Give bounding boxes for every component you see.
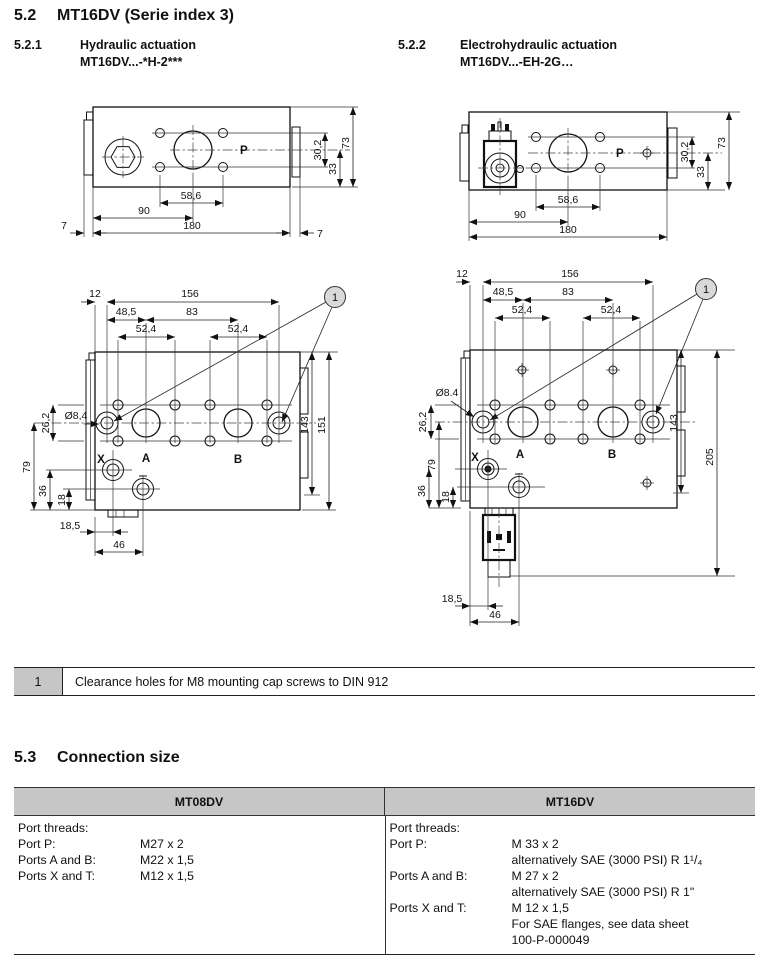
svg-text:58,6: 58,6 — [180, 190, 202, 202]
valve-body-outline — [460, 112, 677, 190]
mt08dv-column — [14, 816, 385, 954]
drawing-hydraulic-top-view — [40, 95, 360, 245]
callout-1 — [114, 287, 346, 423]
row-value: 100-P-000049 — [511, 933, 590, 947]
footnote-text: Clearance holes for M8 mounting cap screws to DIN 912 — [75, 674, 389, 689]
mt08dv-intro: Port threads: — [18, 821, 89, 835]
svg-text:12: 12 — [89, 288, 101, 300]
mt16dv-column — [385, 816, 756, 954]
drawing-electro-top-view — [440, 95, 760, 245]
svg-text:Ø8.4: Ø8.4 — [435, 387, 459, 399]
svg-text:36: 36 — [416, 485, 428, 497]
svg-text:33: 33 — [327, 163, 339, 175]
svg-text:73: 73 — [340, 137, 352, 149]
svg-text:18,5: 18,5 — [59, 520, 81, 532]
section-521-line1: Hydraulic actuation — [80, 38, 196, 52]
svg-text:205: 205 — [704, 448, 716, 466]
row-label: Port P: — [389, 837, 428, 851]
svg-text:73: 73 — [716, 137, 728, 149]
dimension-lines — [30, 302, 336, 556]
svg-text:52,4: 52,4 — [227, 323, 249, 335]
row-value: M12 x 1,5 — [140, 869, 194, 883]
svg-text:Ø8,4: Ø8,4 — [64, 410, 88, 422]
svg-text:52,4: 52,4 — [600, 304, 622, 316]
row-label: Port P: — [18, 837, 56, 851]
table-header-row — [14, 787, 755, 816]
connection-size-table — [14, 787, 755, 955]
table-row — [18, 868, 379, 884]
row-value: alternatively SAE (3000 PSI) R 1¹/₄ — [511, 853, 703, 867]
section-53-number: 5.3 — [14, 749, 37, 766]
solenoid — [483, 508, 735, 587]
row-value: M22 x 1,5 — [140, 853, 194, 867]
section-53-title: Connection size — [57, 749, 180, 766]
svg-text:48,5: 48,5 — [492, 286, 514, 298]
drawing-hydraulic-front-view — [20, 275, 355, 565]
svg-text:12: 12 — [456, 268, 468, 280]
svg-text:30,2: 30,2 — [312, 139, 324, 161]
footnote-row — [14, 667, 755, 696]
solenoid — [478, 118, 528, 195]
table-header-mt08dv: MT08DV — [174, 794, 224, 809]
row-value: M27 x 2 — [140, 837, 184, 851]
svg-text:83: 83 — [186, 306, 198, 318]
table-row — [390, 836, 750, 868]
row-label: Ports A and B: — [389, 869, 468, 883]
svg-text:30,2: 30,2 — [679, 141, 691, 163]
svg-text:A: A — [515, 449, 525, 461]
callout-number: 1 — [702, 284, 710, 296]
svg-text:B: B — [607, 449, 617, 461]
drawing-electro-front-view — [415, 265, 765, 640]
svg-text:26,2: 26,2 — [417, 411, 429, 433]
ports — [435, 363, 695, 498]
section-522-line1: Electrohydraulic actuation — [460, 38, 617, 52]
callout-number: 1 — [331, 292, 339, 304]
svg-text:46: 46 — [113, 539, 125, 551]
dimension-labels — [21, 288, 328, 551]
svg-text:36: 36 — [37, 485, 49, 497]
svg-text:90: 90 — [514, 209, 526, 221]
table-body — [14, 816, 755, 955]
svg-text:79: 79 — [21, 461, 33, 473]
port-p-pattern — [528, 128, 722, 178]
svg-text:156: 156 — [181, 288, 199, 300]
svg-text:18,5: 18,5 — [441, 593, 463, 605]
svg-text:156: 156 — [561, 268, 579, 280]
svg-text:18: 18 — [56, 494, 68, 506]
port-p-label: P — [240, 145, 248, 157]
section-521-title — [80, 37, 196, 71]
svg-text:18: 18 — [440, 491, 452, 503]
mt16dv-intro: Port threads: — [389, 821, 460, 835]
svg-text:58,6: 58,6 — [557, 194, 579, 206]
dimension-labels — [61, 137, 352, 240]
section-522-line2: MT16DV...-EH-2G… — [460, 55, 574, 69]
svg-text:48,5: 48,5 — [115, 306, 137, 318]
svg-text:180: 180 — [559, 224, 577, 236]
svg-text:180: 180 — [183, 220, 201, 232]
table-row — [18, 852, 379, 868]
svg-text:7: 7 — [317, 228, 323, 240]
page-title-number: 5.2 — [14, 7, 37, 24]
svg-text:143: 143 — [668, 414, 680, 432]
section-522-number: 5.2.2 — [398, 38, 426, 52]
svg-text:X: X — [471, 452, 479, 464]
svg-text:151: 151 — [316, 416, 328, 434]
row-label: Ports X and T: — [389, 901, 467, 915]
footnote-number: 1 — [14, 668, 63, 695]
hex-plug — [102, 136, 144, 178]
svg-text:90: 90 — [138, 205, 150, 217]
svg-text:46: 46 — [489, 609, 501, 621]
row-label: Ports A and B: — [18, 853, 96, 867]
svg-text:52,4: 52,4 — [135, 323, 157, 335]
svg-text:X: X — [97, 454, 105, 466]
section-521-line2: MT16DV...-*H-2*** — [80, 55, 183, 69]
svg-text:52,4: 52,4 — [511, 304, 533, 316]
svg-text:B: B — [233, 454, 243, 466]
row-label: Ports X and T: — [18, 869, 96, 883]
port-labels — [97, 453, 242, 466]
table-header-mt16dv: MT16DV — [384, 788, 755, 815]
port-labels — [471, 449, 616, 464]
table-row — [18, 836, 379, 852]
svg-text:33: 33 — [695, 166, 707, 178]
row-value: M 12 x 1,5 — [511, 901, 569, 915]
row-value: M 33 x 2 — [511, 837, 559, 851]
table-row — [390, 868, 750, 900]
svg-text:26,2: 26,2 — [40, 412, 52, 434]
section-522-title — [460, 37, 617, 71]
page-title: MT16DV (Serie index 3) — [57, 7, 234, 24]
svg-text:A: A — [141, 453, 151, 465]
svg-text:83: 83 — [562, 286, 574, 298]
valve-body-outline — [461, 350, 735, 508]
svg-text:7: 7 — [61, 220, 67, 232]
row-value: alternatively SAE (3000 PSI) R 1" — [511, 885, 695, 899]
row-value: For SAE flanges, see data sheet — [511, 917, 689, 931]
port-p-label: P — [616, 148, 624, 160]
table-row — [390, 900, 750, 948]
svg-text:143: 143 — [299, 416, 311, 434]
section-521-number: 5.2.1 — [14, 38, 42, 52]
svg-text:79: 79 — [426, 459, 438, 471]
row-value: M 27 x 2 — [511, 869, 559, 883]
